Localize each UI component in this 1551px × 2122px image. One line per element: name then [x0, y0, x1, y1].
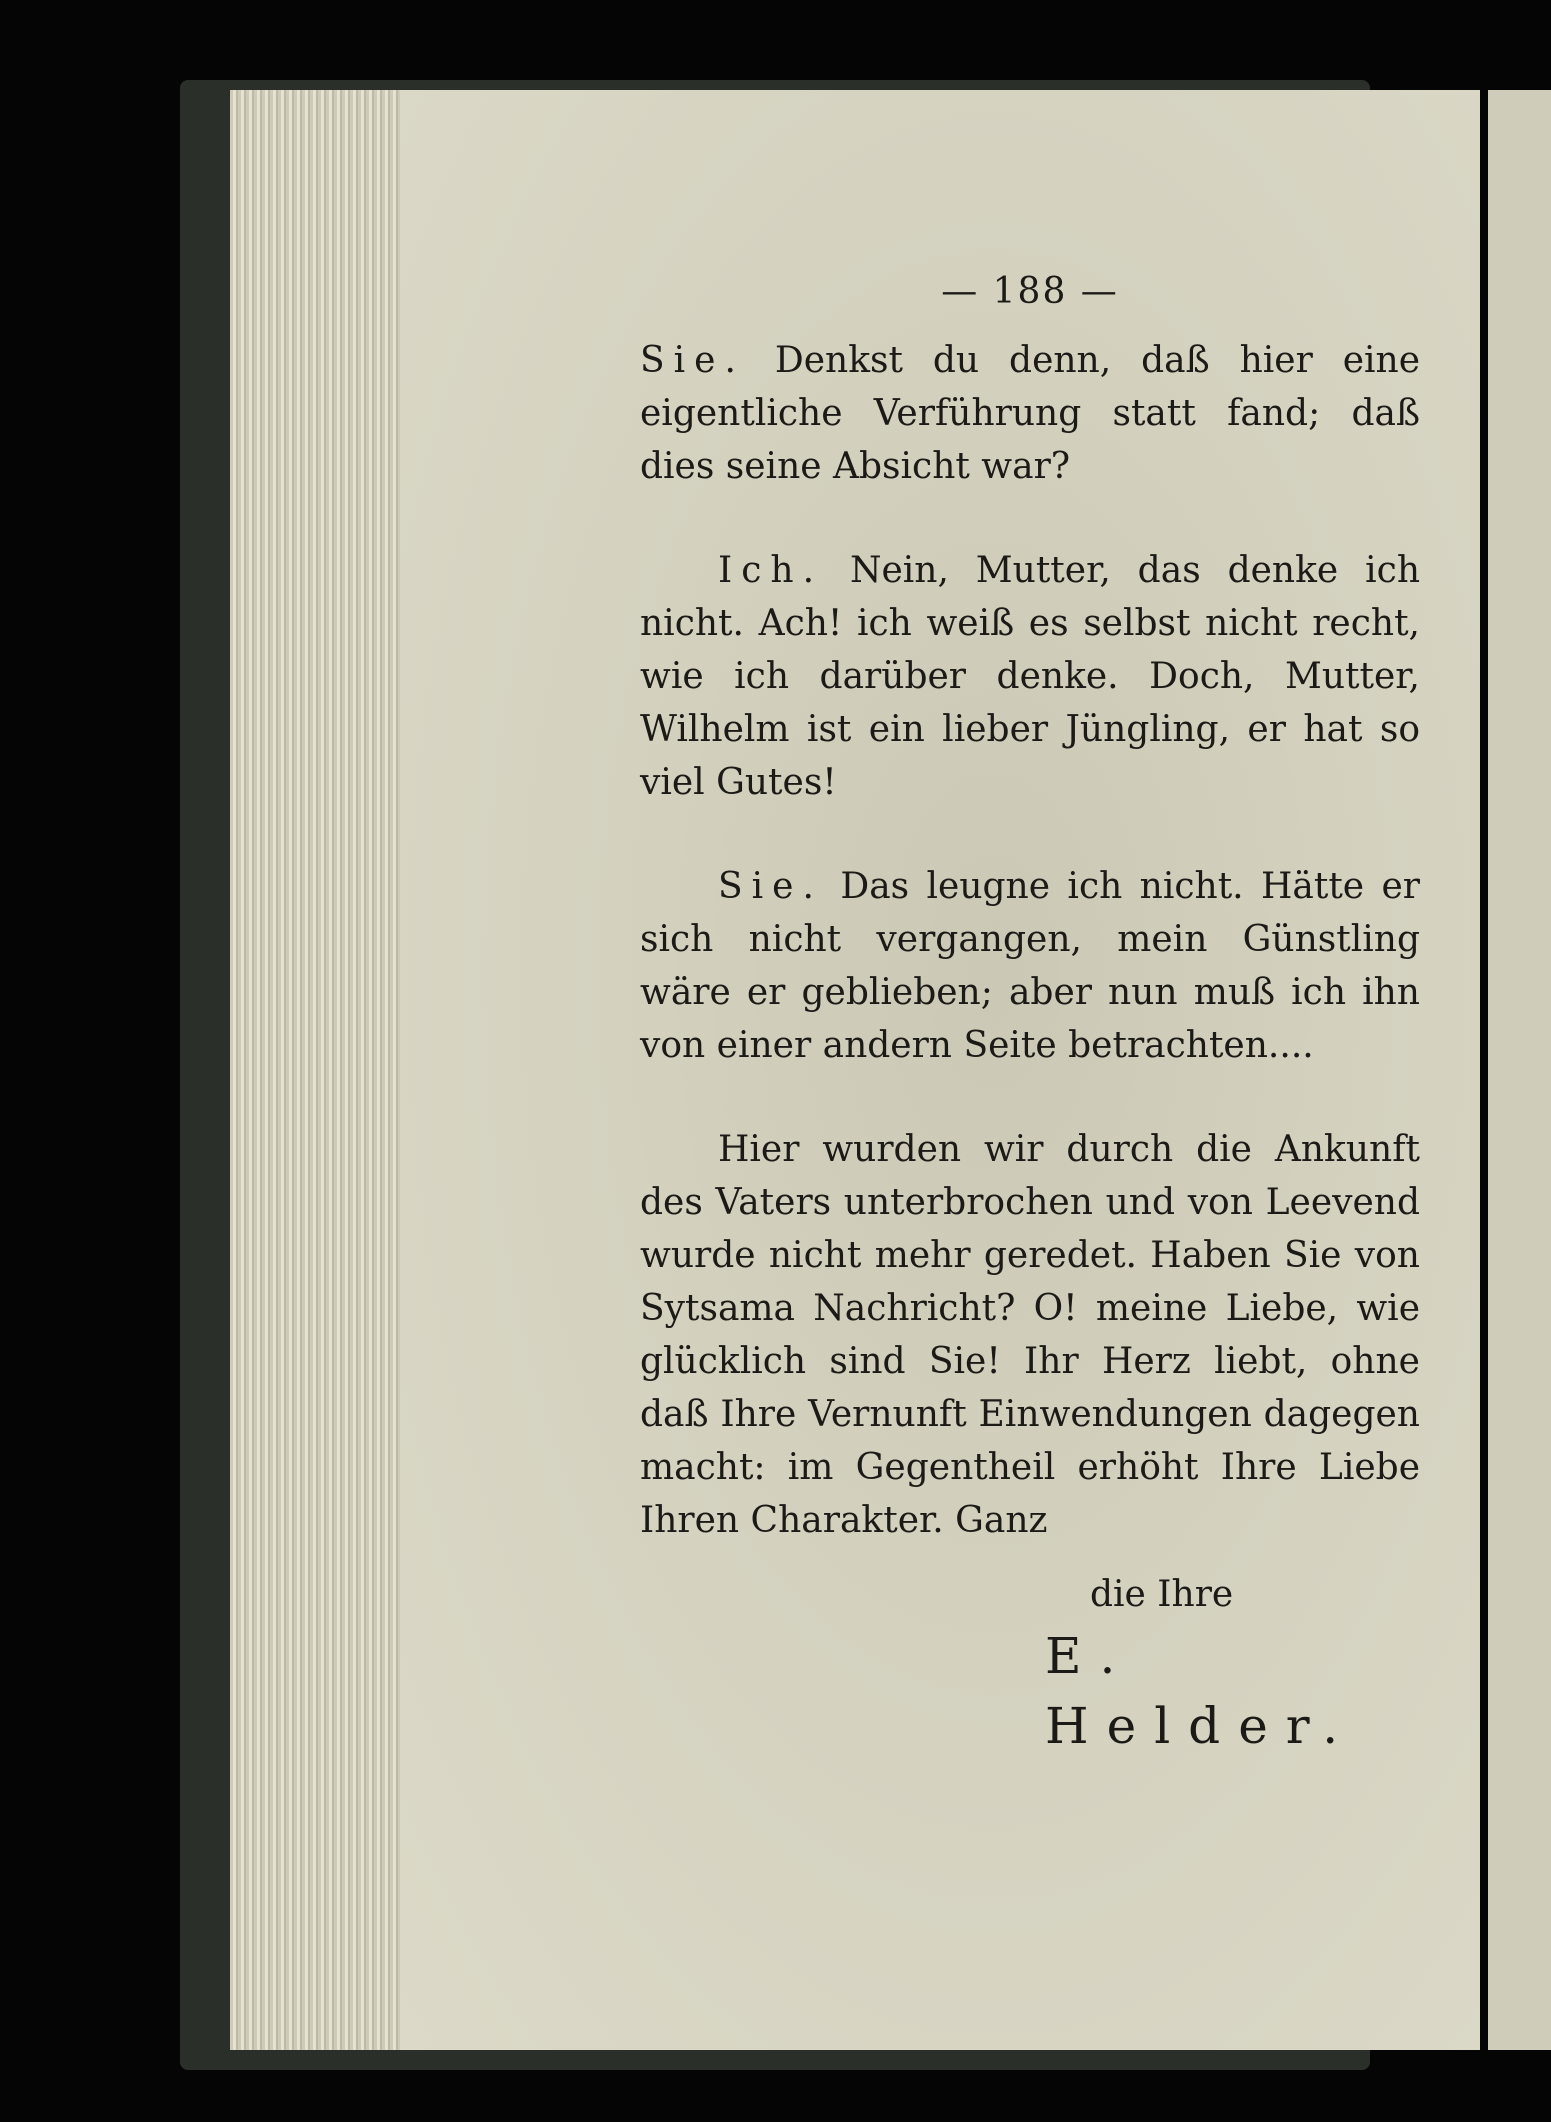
speaker-label: Ich. [718, 550, 824, 591]
speaker-label: Sie. [718, 866, 823, 907]
speaker-label: Sie. [640, 340, 745, 381]
paragraph-text: Nein, Mutter, das denke ich nicht. Ach! ich weiß es selbst nicht recht, wie ich darüber denke. Doch, Mutter, Wilhelm ist ein lieber Jüngling, er hat so viel Gutes! [640, 550, 1421, 803]
paragraph-1 [640, 334, 1420, 493]
paragraph-4 [640, 1123, 1420, 1547]
paragraph-2 [640, 544, 1420, 809]
facing-page-edge [1488, 90, 1551, 2050]
page-text [640, 270, 1421, 1755]
paragraph-text: Denkst du denn, daß hier eine eigentliche Verführung statt fand; daß dies seine Absicht war? [640, 340, 1420, 487]
closing-line: die Ihre [1090, 1574, 1234, 1615]
paragraph-text: Das leugne ich nicht. Hätte er sich nicht vergangen, mein Günstling wäre er geblieben; aber nun muß ich ihn von einer andern Seite betrachten.... [640, 866, 1420, 1066]
page-edges [230, 90, 400, 2050]
paragraph-text: Hier wurden wir durch die Ankunft des Vaters unterbrochen und von Leevend wurde nicht mehr geredet. Haben Sie von Sytsama Nachricht? O! meine Liebe, wie glücklich sind Sie! Ihr Herz liebt, ohne daß Ihre Vernunft Einwendungen dagegen macht: im Gegentheil erhöht Ihre Liebe Ihren Charakter. Ganz [640, 1129, 1420, 1541]
page-number: — 188 — [941, 271, 1119, 312]
paragraph-3 [640, 860, 1420, 1072]
signature: E. Helder. [1045, 1627, 1357, 1755]
